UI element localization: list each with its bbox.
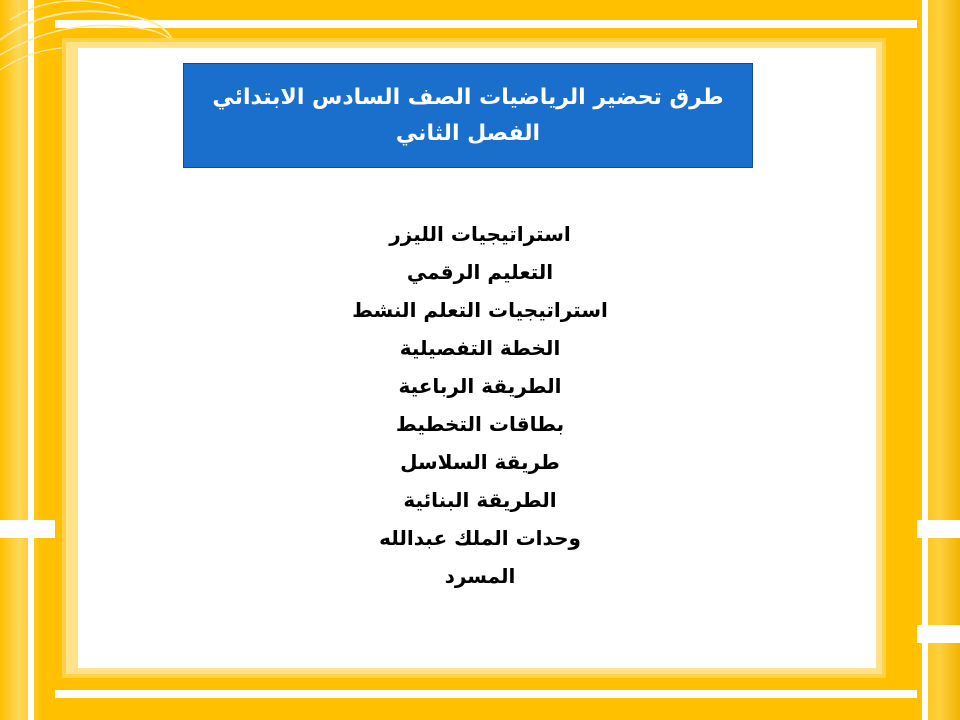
- list-item: طريقة السلاسل: [400, 450, 560, 474]
- strategy-list: [280, 215, 680, 595]
- list-item: بطاقات التخطيط: [395, 412, 565, 436]
- decorative-right-bar: [917, 625, 960, 643]
- list-item: استراتيجيات الليزر: [389, 222, 571, 246]
- list-item: المسرد: [444, 564, 516, 588]
- list-item: وحدات الملك عبدالله: [379, 526, 581, 550]
- decorative-right-stripe: [922, 0, 928, 720]
- list-item: التعليم الرقمي: [406, 260, 554, 284]
- list-item: الخطة التفصيلية: [399, 336, 561, 360]
- title-box: [183, 63, 753, 168]
- decorative-right-bar: [917, 520, 960, 538]
- decorative-bottom-stripe: [55, 690, 917, 698]
- decorative-left-bar: [0, 520, 55, 538]
- slide-title-line-2: الفصل الثاني: [395, 120, 541, 146]
- list-item: الطريقة الرباعية: [398, 374, 562, 398]
- list-item: استراتيجيات التعلم النشط: [352, 298, 608, 322]
- decorative-left-stripe: [28, 0, 34, 720]
- list-item: الطريقة البنائية: [403, 488, 557, 512]
- decorative-left-band: [0, 0, 42, 720]
- slide-title-line-1: طرق تحضير الرياضيات الصف السادس الابتدائي: [212, 84, 724, 110]
